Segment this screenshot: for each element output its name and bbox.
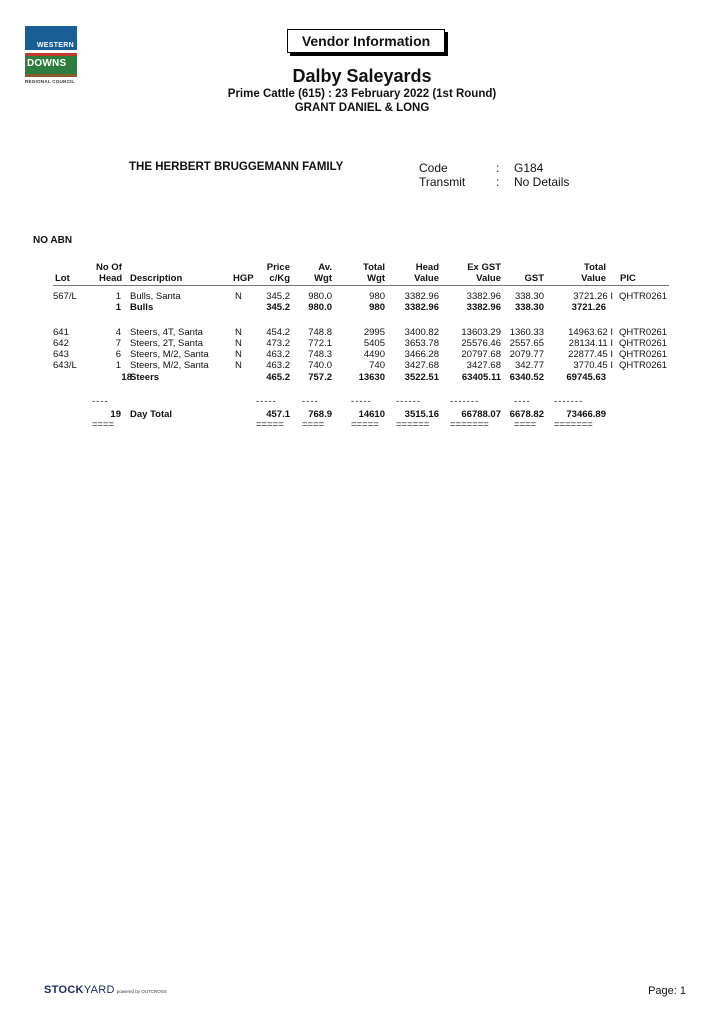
day-total-ex-gst: 66788.07 [461,409,501,420]
subtotal-av-wgt: 980.0 [308,302,332,313]
abn-note: NO ABN [33,235,73,246]
col-av: Av. [318,262,332,273]
subtotal-description: Bulls [130,302,154,313]
cell-lot: 643 [53,349,69,360]
brand-stock: STOCK [44,984,84,996]
cell-hgp: N [235,338,242,349]
dash-total-value: ------- [554,396,584,407]
cell-av-wgt: 772.1 [308,338,332,349]
cell-price: 463.2 [266,349,290,360]
subtotal-description: Steers [130,372,160,383]
col-description: Description [130,273,183,284]
col-total-value: Value [581,273,606,284]
dash-av: ---- [302,396,319,407]
dash-total: ----- [351,396,372,407]
eq-price: ===== [256,419,284,430]
col-hgp: HGP [233,273,254,284]
cell-price: 463.2 [266,360,290,371]
cell-lot: 643/L [53,360,77,371]
cell-pic: QHTR0261 [619,349,668,360]
col-av-wgt: Wgt [314,273,332,284]
cell-av-wgt: 748.8 [308,327,332,338]
cell-head: 7 [115,338,121,349]
page-number: Page: 1 [648,985,686,997]
cell-gst: 342.77 [514,360,544,371]
cell-total: 14963.62 I [568,327,613,338]
transmit-value: No Details [514,175,570,189]
cell-gst: 2557.65 [509,338,544,349]
day-total-total-wgt: 14610 [358,409,385,420]
cell-head-value: 3653.78 [404,338,439,349]
col-ex-gst-value: Value [476,273,501,284]
cell-hgp: N [235,291,242,302]
cell-head: 4 [115,327,121,338]
cell-description: Steers, M/2, Santa [130,360,209,371]
subtotal-av-wgt: 757.2 [308,372,332,383]
eq-total-value: ======= [554,419,593,430]
cell-total-wgt: 5405 [363,338,385,349]
cell-head-value: 3382.96 [404,291,439,302]
day-total-head-value: 3515.16 [404,409,439,420]
col-head: Head [99,273,123,284]
transmit-label: Transmit [419,175,466,189]
day-total-av-wgt: 768.9 [308,409,332,420]
dash-ex-gst: ------- [450,396,480,407]
logo-text-western: WESTERN [36,42,74,49]
col-head-value: Value [414,273,439,284]
header-divider [53,285,669,286]
subtotal-head: 18 [121,372,132,383]
col-no-of: No Of [96,262,122,273]
sale-details: Prime Cattle (615) : 23 February 2022 (1st Round) [227,88,497,100]
cell-head: 6 [115,349,121,360]
cell-total: 3770.45 I [573,360,613,371]
day-total-label: Day Total [130,409,173,420]
logo-text-council: REGIONAL COUNCIL [25,79,75,84]
subtotal-head-value: 3522.51 [404,372,439,383]
subtotal-head: 1 [115,302,121,313]
cell-gst: 2079.77 [509,349,544,360]
cell-total: 3721.26 I [573,291,613,302]
cell-lot: 642 [53,338,69,349]
cell-description: Steers, 2T, Santa [130,338,203,349]
brand-yard: YARD [83,984,115,996]
cell-av-wgt: 980.0 [308,291,332,302]
cell-av-wgt: 740.0 [308,360,332,371]
dash-price: ----- [256,396,277,407]
cell-description: Steers, M/2, Santa [130,349,209,360]
subtotal-total: 69745.63 [566,372,606,383]
eq-av: ==== [302,419,325,430]
dash-head: ---- [92,396,109,407]
col-lot: Lot [55,273,70,284]
report-title: Vendor Information [287,29,445,53]
col-head2: Head [415,262,439,273]
cell-ex-gst: 20797.68 [461,349,501,360]
cell-ex-gst: 25576.46 [461,338,501,349]
day-total-price: 457.1 [266,409,290,420]
subtotal-gst: 6340.52 [509,372,544,383]
col-total2: Total [584,262,606,273]
subtotal-total: 3721.26 [571,302,606,313]
cell-total-wgt: 2995 [363,327,385,338]
subtotal-gst: 338.30 [514,302,544,313]
eq-gst: ==== [514,419,537,430]
code-label: Code [419,161,448,175]
cell-price: 473.2 [266,338,290,349]
col-total: Total [363,262,385,273]
subtotal-total-wgt: 13630 [358,372,385,383]
day-total-head: 19 [110,409,121,420]
cell-description: Steers, 4T, Santa [130,327,203,338]
dash-head-value: ------ [396,396,421,407]
transmit-separator: : [496,175,500,189]
cell-price: 345.2 [266,291,290,302]
code-value: G184 [514,161,544,175]
cell-pic: QHTR0261 [619,327,668,338]
col-pic: PIC [620,273,636,284]
cell-hgp: N [235,360,242,371]
cell-description: Bulls, Santa [130,291,181,302]
logo-text-downs: DOWNS [27,58,67,69]
code-separator: : [496,161,500,175]
cell-av-wgt: 748.3 [308,349,332,360]
cell-pic: QHTR0261 [619,338,668,349]
subtotal-head-value: 3382.96 [404,302,439,313]
cell-price: 454.2 [266,327,290,338]
cell-pic: QHTR0261 [619,291,668,302]
dash-gst: ---- [514,396,531,407]
col-ex-gst: Ex GST [467,262,501,273]
brand-powered-by: powered by OUTCROSS [116,989,167,994]
cell-total: 28134.11 I [568,338,613,349]
cell-ex-gst: 3382.96 [466,291,501,302]
eq-head-value: ====== [396,419,430,430]
cell-gst: 1360.33 [509,327,544,338]
eq-total: ===== [351,419,379,430]
cell-total: 22877.45 I [568,349,613,360]
cell-head-value: 3427.68 [404,360,439,371]
cell-gst: 338.30 [514,291,544,302]
eq-ex-gst: ======= [450,419,489,430]
col-price: Price [266,262,290,273]
cell-hgp: N [235,327,242,338]
cell-ex-gst: 3427.68 [466,360,501,371]
stockyard-logo [44,984,167,996]
cell-head: 1 [115,360,121,371]
subtotal-price: 465.2 [266,372,290,383]
subtotal-ex-gst: 63405.11 [461,372,501,383]
col-total-wgt: Wgt [367,273,385,284]
saleyard-name: Dalby Saleyards [292,66,432,86]
subtotal-price: 345.2 [266,302,290,313]
agent-name: GRANT DANIEL & LONG [294,102,430,114]
subtotal-ex-gst: 3382.96 [466,302,501,313]
cell-total-wgt: 4490 [363,349,385,360]
cell-head: 1 [115,291,121,302]
col-gst: GST [524,273,544,284]
cell-hgp: N [235,349,242,360]
cell-ex-gst: 13603.29 [461,327,501,338]
day-total-total: 73466.89 [566,409,606,420]
cell-pic: QHTR0261 [619,360,668,371]
vendor-name: THE HERBERT BRUGGEMANN FAMILY [129,161,344,173]
day-total-gst: 6678.82 [509,409,544,420]
eq-head: ==== [92,419,115,430]
col-c-kg: c/Kg [269,273,290,284]
subtotal-total-wgt: 980 [369,302,385,313]
cell-total-wgt: 740 [369,360,385,371]
cell-lot: 641 [53,327,69,338]
cell-head-value: 3466.28 [404,349,439,360]
cell-lot: 567/L [53,291,77,302]
cell-total-wgt: 980 [369,291,385,302]
cell-head-value: 3400.82 [404,327,439,338]
